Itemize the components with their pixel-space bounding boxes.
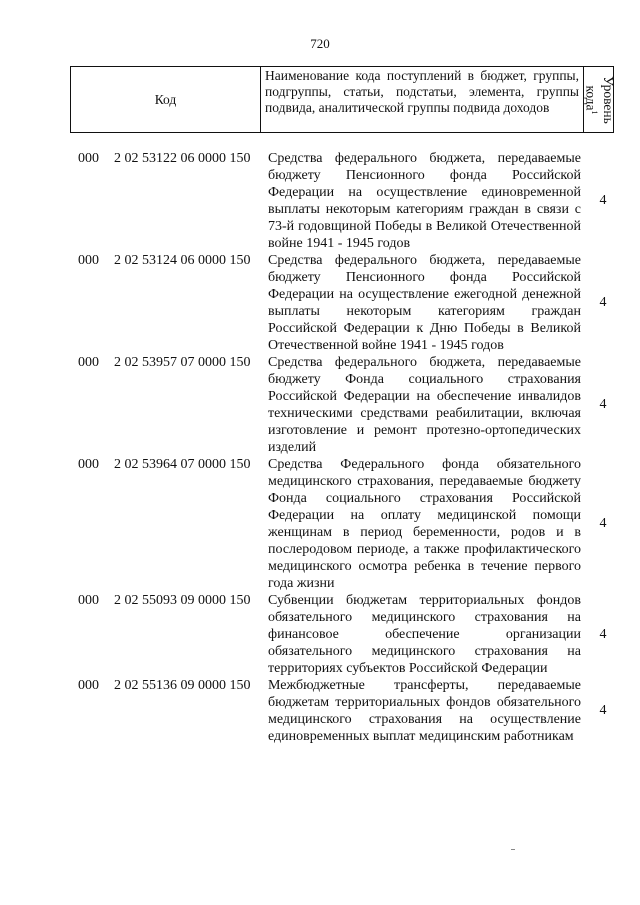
header-level-label — [583, 76, 615, 124]
row-level: 4 — [599, 295, 607, 310]
row-description: Средства федерального бюджета, передаваемые бюджету Фонда социального страхования Российской Федерации на обеспечение инвалидов техническими средствами реабилитации, включая изготовление и ремонт протезно-ортопедических изделий — [268, 355, 581, 455]
header-level-line1: Уровень — [600, 75, 616, 124]
row-code: 2 02 53124 06 0000 150 — [114, 253, 251, 268]
row-level: 4 — [599, 703, 607, 718]
header-name-cell: Наименование кода поступлений в бюджет, группы, подгруппы, статьи, подстатьи, элемента, группы подвида, аналитической группы подвида доходов — [261, 67, 584, 132]
table-row — [0, 150, 640, 252]
header-level-footnote: 1 — [589, 110, 599, 115]
row-code: 2 02 53122 06 0000 150 — [114, 151, 251, 166]
row-description: Межбюджетные трансферты, передаваемые бюджетам территориальных фондов обязательного медицинского страхования на осуществление единовременных выплат медицинским работникам — [268, 678, 581, 744]
table-row — [0, 456, 640, 592]
row-prefix: 000 — [78, 355, 99, 370]
row-prefix: 000 — [78, 151, 99, 166]
table-body — [0, 150, 640, 745]
row-prefix: 000 — [78, 457, 99, 472]
table-row — [0, 252, 640, 354]
row-description: Средства федерального бюджета, передаваемые бюджету Пенсионного фонда Российской Федерации на осуществление единовременной выплаты некоторым категориям граждан в связи с 73-й годовщиной Победы в Великой Отечественной войне 1941 - 1945 годов — [268, 151, 581, 251]
header-level-line2: кода$^1$ — [582, 84, 599, 115]
table-header — [70, 66, 614, 133]
scan-mark — [511, 849, 515, 850]
row-level: 4 — [599, 397, 607, 412]
row-prefix: 000 — [78, 593, 99, 608]
table-row — [0, 592, 640, 677]
row-prefix: 000 — [78, 678, 99, 693]
row-description: Средства Федерального фонда обязательного медицинского страхования, передаваемые бюджету Фонда социального страхования Российской Федерации на оплату медицинской помощи женщинам в период беременности, родов и в послеродовом периоде, а также профилактического медицинского осмотра ребенка в течение первого года жизни — [268, 457, 581, 591]
row-code: 2 02 53957 07 0000 150 — [114, 355, 251, 370]
row-description: Средства федерального бюджета, передаваемые бюджету Пенсионного фонда Российской Федерации на осуществление ежегодной денежной выплаты некоторым категориям граждан Российской Федерации к Дню Победы в Великой Отечественной войне 1941 - 1945 годов — [268, 253, 581, 353]
header-code-cell — [71, 67, 261, 132]
header-level-cell — [582, 67, 616, 132]
row-level: 4 — [599, 626, 607, 642]
row-level: 4 — [599, 516, 607, 531]
row-level: 4 — [599, 193, 607, 208]
header-code-label: Код — [154, 91, 177, 107]
row-description: Субвенции бюджетам территориальных фондов обязательного медицинского страхования на финансовое обеспечение организации обязательного медицинского страхования на территориях субъектов Российской Федерации — [268, 593, 581, 676]
table-row — [0, 677, 640, 745]
row-code: 2 02 55136 09 0000 150 — [114, 678, 251, 693]
page-number: 720 — [310, 36, 330, 51]
row-code: 2 02 55093 09 0000 150 — [114, 593, 251, 608]
table-row — [0, 354, 640, 456]
row-code: 2 02 53964 07 0000 150 — [114, 457, 251, 472]
row-prefix: 000 — [78, 253, 99, 268]
